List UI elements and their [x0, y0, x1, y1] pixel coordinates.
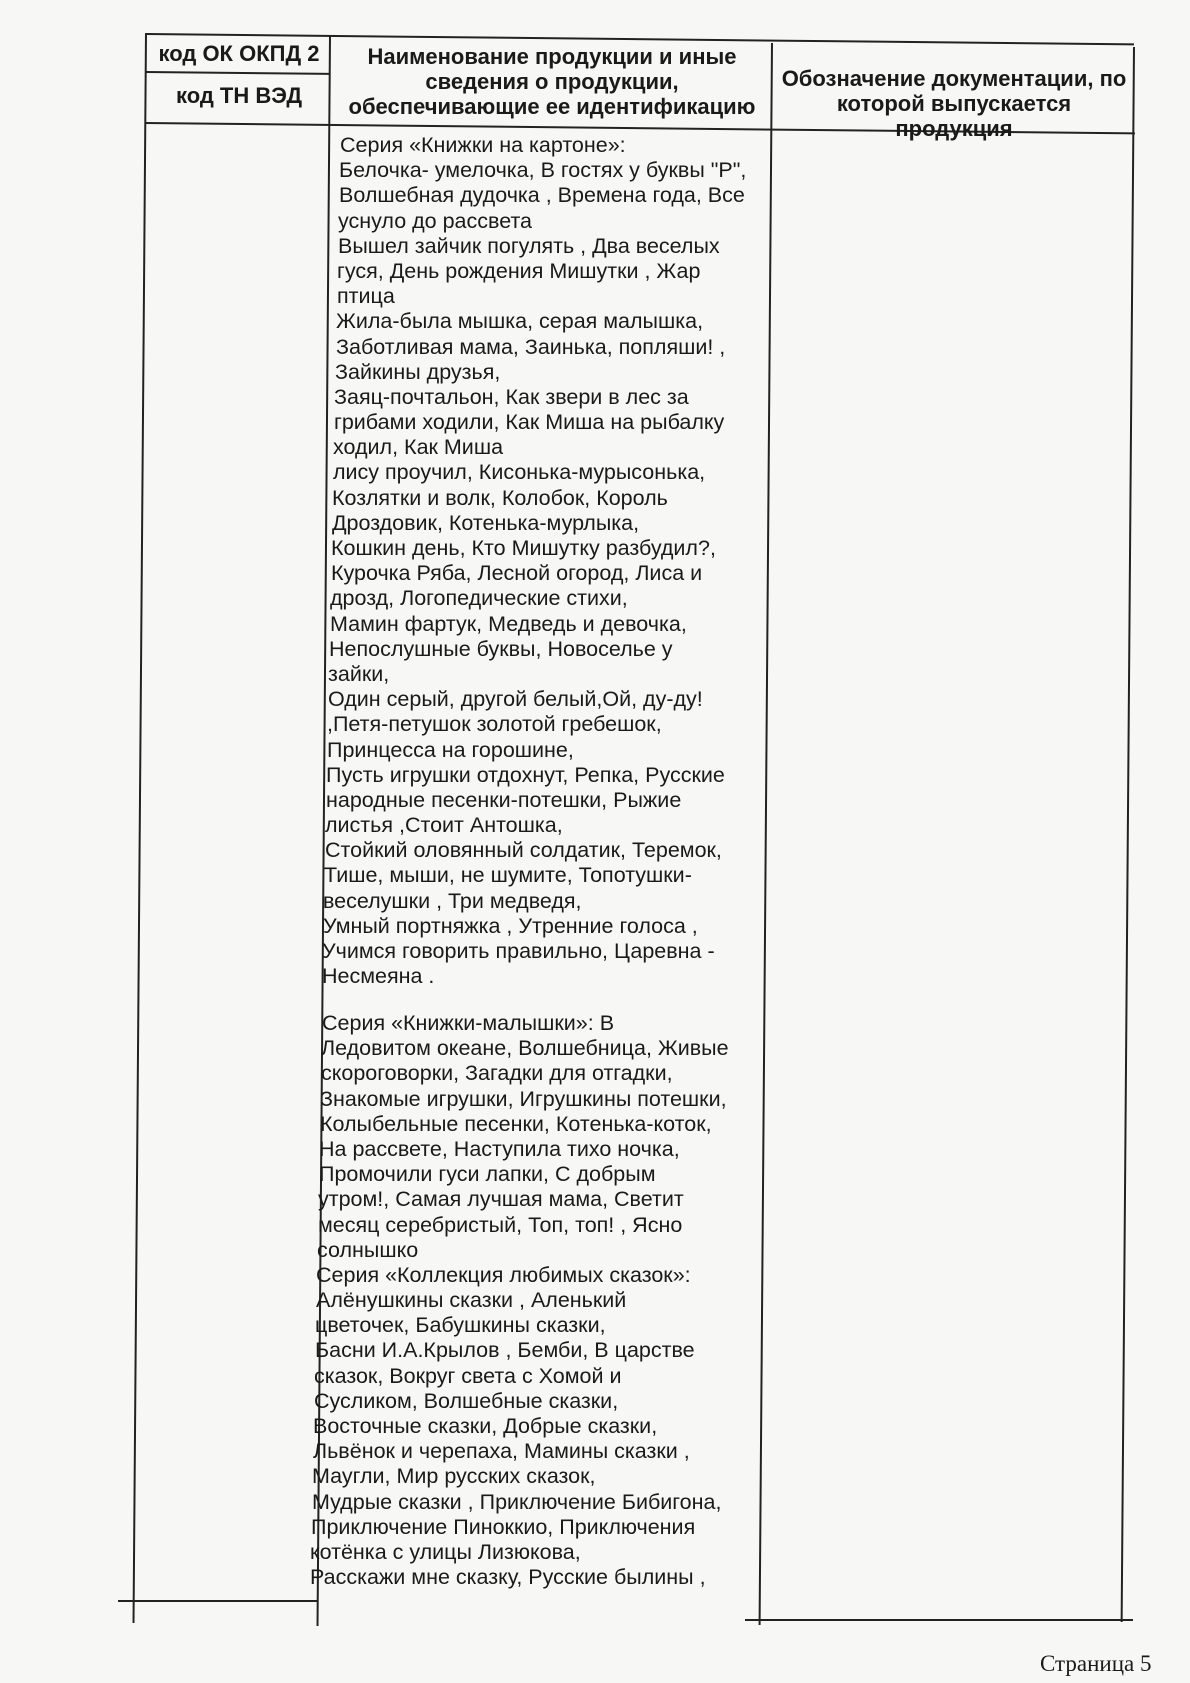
body-text-line: Умный портняжка , Утренние голоса , — [323, 913, 698, 938]
body-text-line: Курочка Ряба, Лесной огород, Лиса и — [331, 561, 703, 586]
body-text-line: Восточные сказки, Добрые сказки, — [313, 1414, 658, 1438]
body-text-line: грибами ходили, Как Миша на рыбалку — [334, 410, 725, 435]
product-series-list-cardboard — [322, 133, 747, 989]
body-text-line: На рассвете, Наступила тихо ночка, — [319, 1136, 680, 1161]
body-text-line: Непослушные буквы, Новоселье у — [329, 636, 673, 661]
col3-bottom-border — [745, 1619, 1133, 1621]
body-text-line: зайки, — [328, 661, 390, 686]
body-text-line: Дроздовик, Котенька-мурлыка, — [332, 510, 640, 535]
body-text-line: утром!, Самая лучшая мама, Светит — [318, 1187, 684, 1212]
table-right-border — [1121, 47, 1135, 1622]
body-text-line: народные песенки-потешки, Рыжие — [326, 787, 682, 812]
body-text-line: ходил, Как Миша — [333, 435, 504, 460]
body-text-line: Знакомые игрушки, Игрушкины потешки, — [320, 1086, 727, 1111]
body-text-line: месяц серебристый, Топ, топ! , Ясно — [318, 1212, 683, 1237]
body-text-line: Львёнок и черепаха, Мамины сказки , — [313, 1439, 690, 1464]
body-text-line: Серия «Книжки на картоне»: — [340, 133, 626, 157]
body-text-line: Басни И.А.Крылов , Бемби, В царстве — [315, 1338, 695, 1363]
body-text-line: Серия «Коллекция любимых сказок»: — [316, 1262, 691, 1287]
body-text-line: солнышко — [317, 1237, 419, 1262]
body-text-line: цветочек, Бабушкины сказки, — [315, 1313, 606, 1338]
body-text-line: дрозд, Логопедические стихи, — [330, 586, 628, 611]
body-text-line: Стойкий оловянный солдатик, Теремок, — [325, 838, 722, 863]
body-text-line: Козлятки и волк, Колобок, Король — [332, 485, 668, 510]
body-text-line: Жила-была мышка, серая малышка, — [336, 309, 704, 334]
body-text-line: Волшебная дудочка , Времена года, Все — [339, 183, 745, 208]
header-product-name-line: сведения о продукции, — [425, 69, 679, 94]
body-text-line: Один серый, другой белый,Ой, ду-ду! — [328, 687, 703, 712]
body-text-line: Серия «Книжки-малышки»: В — [322, 1011, 615, 1035]
body-text-line: Ледовитом океане, Волшебница, Живые — [321, 1036, 729, 1061]
body-text-line: Кошкин день, Кто Мишутку разбудил?, — [331, 536, 716, 560]
body-text-line: веселушки , Три медведя, — [323, 888, 582, 913]
body-text-line: Учимся говорить правильно, Царевна - — [322, 939, 715, 963]
product-series-list-small-books — [310, 1011, 729, 1590]
body-text-line: скороговорки, Загадки для отгадки, — [321, 1061, 673, 1086]
body-text-line: Заботливая мама, Заинька, попляши! , — [336, 334, 726, 359]
body-text-line: Тише, мыши, не шумите, Топотушки- — [324, 863, 692, 888]
body-text-line: гуся, День рождения Мишутки , Жар — [337, 258, 701, 283]
body-text-line: Белочка- умелочка, В гостях у буквы "Р", — [339, 158, 747, 183]
body-text-line: Вышел зайчик погулять , Два веселых — [338, 233, 720, 258]
header-product-name — [334, 44, 770, 119]
body-text-line: Пусть игрушки отдохнут, Репка, Русские — [326, 762, 725, 787]
body-text-line: Сусликом, Волшебные сказки, — [314, 1388, 619, 1413]
body-text-line: уснуло до рассвета — [338, 208, 533, 233]
header-product-name-line: обеспечивающие ее идентификацию — [348, 94, 756, 119]
body-text-line: лису проучил, Кисонька-мурысонька, — [333, 460, 706, 485]
col1-header-divider — [146, 71, 330, 75]
header-product-name-line: Наименование продукции и иные — [367, 44, 737, 69]
body-text-line: Мамин фартук, Медведь и девочка, — [330, 611, 687, 636]
body-text-line: Алёнушкины сказки , Аленький — [316, 1288, 627, 1313]
header-documentation-line: которой выпускается продукция — [836, 91, 1072, 141]
col2-bottom-border — [118, 1600, 318, 1602]
body-text-line: Колыбельные песенки, Котенька-коток, — [320, 1111, 712, 1136]
body-text-line: Принцесса на горошине, — [327, 737, 574, 762]
body-text-line: Маугли, Мир русских сказок, — [312, 1464, 596, 1489]
page-number: Страница 5 — [1040, 1651, 1152, 1676]
body-text-line: Расскажи мне сказку, Русские былины , — [310, 1565, 706, 1590]
body-text-line: Приключение Пиноккио, Приключения — [311, 1514, 696, 1539]
body-text-line: Мудрые сказки , Приключение Бибигона, — [312, 1489, 722, 1514]
body-text-line: птица — [337, 284, 395, 309]
body-text-line: Несмеяна . — [322, 964, 435, 989]
header-okpd-code: код ОК ОКПД 2 — [158, 41, 320, 66]
body-text-line: Заяц-почтальон, Как звери в лес за — [334, 384, 689, 409]
body-text-line: листья ,Стоит Антошка, — [325, 813, 563, 838]
body-text-line: Зайкины друзья, — [335, 359, 501, 384]
body-text-line: ,Петя-петушок золотой гребешок, — [327, 712, 662, 737]
col2-divider — [759, 43, 773, 1625]
header-documentation — [776, 66, 1132, 141]
table-left-border — [133, 33, 147, 1623]
header-tnved-code: код ТН ВЭД — [175, 83, 303, 108]
body-text-line: сказок, Вокруг света с Хомой и — [314, 1363, 622, 1388]
header-documentation-line: Обозначение документации, по — [781, 66, 1127, 91]
body-text-line: котёнка с улицы Лизюкова, — [310, 1539, 581, 1564]
body-text-line: Промочили гуси лапки, С добрым — [319, 1162, 656, 1187]
